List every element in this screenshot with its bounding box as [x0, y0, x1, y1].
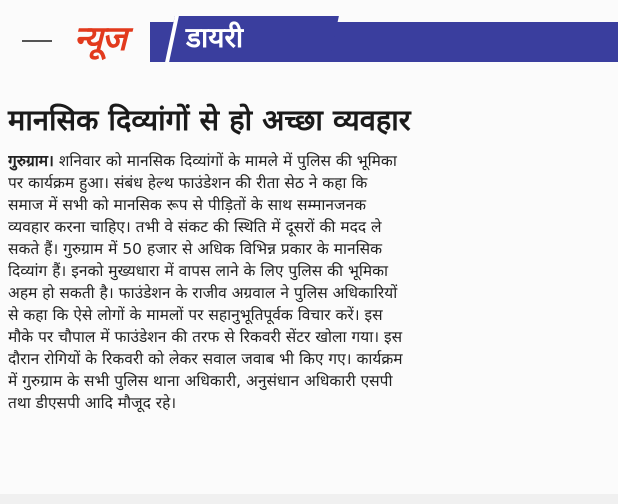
article-dateline: गुरुग्राम।: [8, 152, 54, 170]
clipping-bottom-edge: [0, 494, 618, 504]
section-header: [0, 12, 618, 66]
section-title-red: न्यूज: [74, 19, 126, 59]
article-body: [8, 150, 614, 414]
body-line: सकते हैं। गुरुग्राम में 50 हजार से अधिक विभिन्न प्रकार के मानसिक: [8, 240, 383, 258]
body-line: मौके पर चौपाल में फाउंडेशन की तरफ से रिकवरी सेंटर खोला गया। इस: [8, 328, 403, 346]
body-line: से कहा कि ऐसे लोगों के मामलों पर सहानुभूतिपूर्वक विचार करें। इस: [8, 306, 383, 324]
body-line: [8, 150, 614, 172]
body-line-text: शनिवार को मानसिक दिव्यांगों के मामले में पुलिस की भूमिका: [53, 152, 397, 170]
header-dash: [22, 40, 52, 42]
body-line: समाज में सभी को मानसिक रूप से पीड़ितों के साथ सम्मानजनक: [8, 196, 367, 214]
body-line: तथा डीएसपी आदि मौजूद रहे।: [8, 394, 177, 412]
body-line: पर कार्यक्रम हुआ। संबंध हेल्थ फाउंडेशन की रीता सेठ ने कहा कि: [8, 174, 368, 192]
body-line: अहम हो सकती है। फाउंडेशन के राजीव अग्रवाल ने पुलिस अधिकारियों: [8, 284, 398, 302]
body-line: दौरान रोगियों के रिकवरी को लेकर सवाल जवाब भी किए गए। कार्यक्रम: [8, 350, 403, 368]
body-line: में गुरुग्राम के सभी पुलिस थाना अधिकारी, अनुसंधान अधिकारी एसपी: [8, 372, 393, 390]
body-line: दिव्यांग हैं। इनको मुख्यधारा में वापस लाने के लिए पुलिस की भूमिका: [8, 262, 389, 280]
section-title-blue: डायरी: [186, 21, 244, 54]
article-headline: मानसिक दिव्यांगों से हो अच्छा व्यवहार: [8, 103, 411, 137]
body-line: व्यवहार करना चाहिए। तभी वे संकट की स्थिति में दूसरों की मदद ले: [8, 218, 382, 236]
